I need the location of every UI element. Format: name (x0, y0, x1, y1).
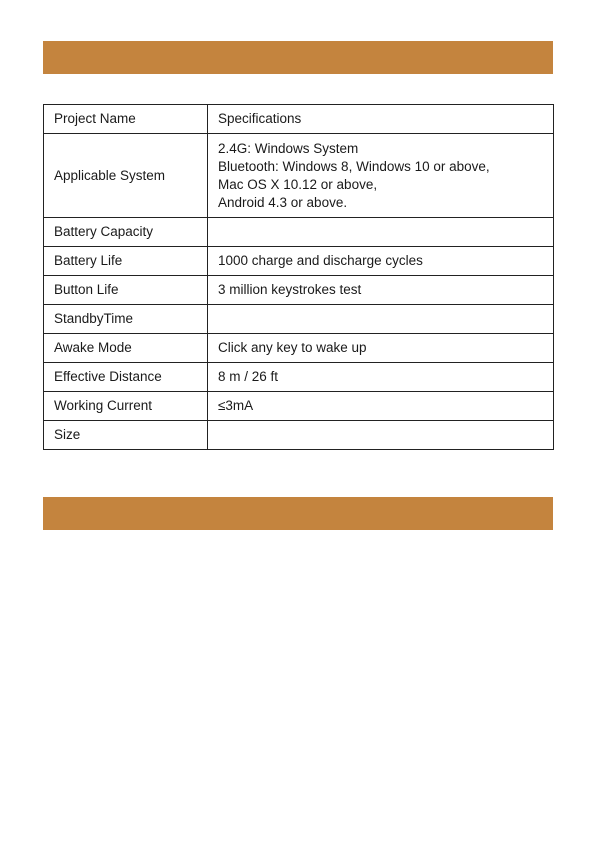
specifications-table (43, 104, 554, 450)
row-value: 1000 charge and discharge cycles (208, 247, 554, 276)
column-header-project: Project Name (44, 105, 208, 134)
table-row (44, 421, 554, 450)
row-label: Effective Distance (44, 363, 208, 392)
row-value (208, 305, 554, 334)
row-value (208, 218, 554, 247)
section-header-bar (43, 497, 553, 530)
table-header-row (44, 105, 554, 134)
table-row (44, 305, 554, 334)
row-value: Click any key to wake up (208, 334, 554, 363)
row-value: 8 m / 26 ft (208, 363, 554, 392)
table-row (44, 218, 554, 247)
row-label: StandbyTime (44, 305, 208, 334)
row-label: Working Current (44, 392, 208, 421)
section-header-bar (43, 41, 553, 74)
table-row (44, 247, 554, 276)
row-label: Battery Life (44, 247, 208, 276)
row-value (208, 421, 554, 450)
system-line: Mac OS X 10.12 or above, (218, 176, 378, 192)
row-value (208, 134, 554, 218)
table-row (44, 134, 554, 218)
row-label: Size (44, 421, 208, 450)
row-value: 3 million keystrokes test (208, 276, 554, 305)
system-line: 2.4G: Windows System (218, 140, 359, 156)
row-label: Battery Capacity (44, 218, 208, 247)
column-header-spec: Specifications (208, 105, 554, 134)
table-row (44, 334, 554, 363)
row-label: Applicable System (44, 134, 208, 218)
row-label: Awake Mode (44, 334, 208, 363)
table-row (44, 363, 554, 392)
row-value: ≤3mA (208, 392, 554, 421)
table-row (44, 392, 554, 421)
row-label: Button Life (44, 276, 208, 305)
system-line: Android 4.3 or above. (218, 194, 348, 210)
table-row (44, 276, 554, 305)
system-line: Bluetooth: Windows 8, Windows 10 or above, (218, 158, 490, 174)
